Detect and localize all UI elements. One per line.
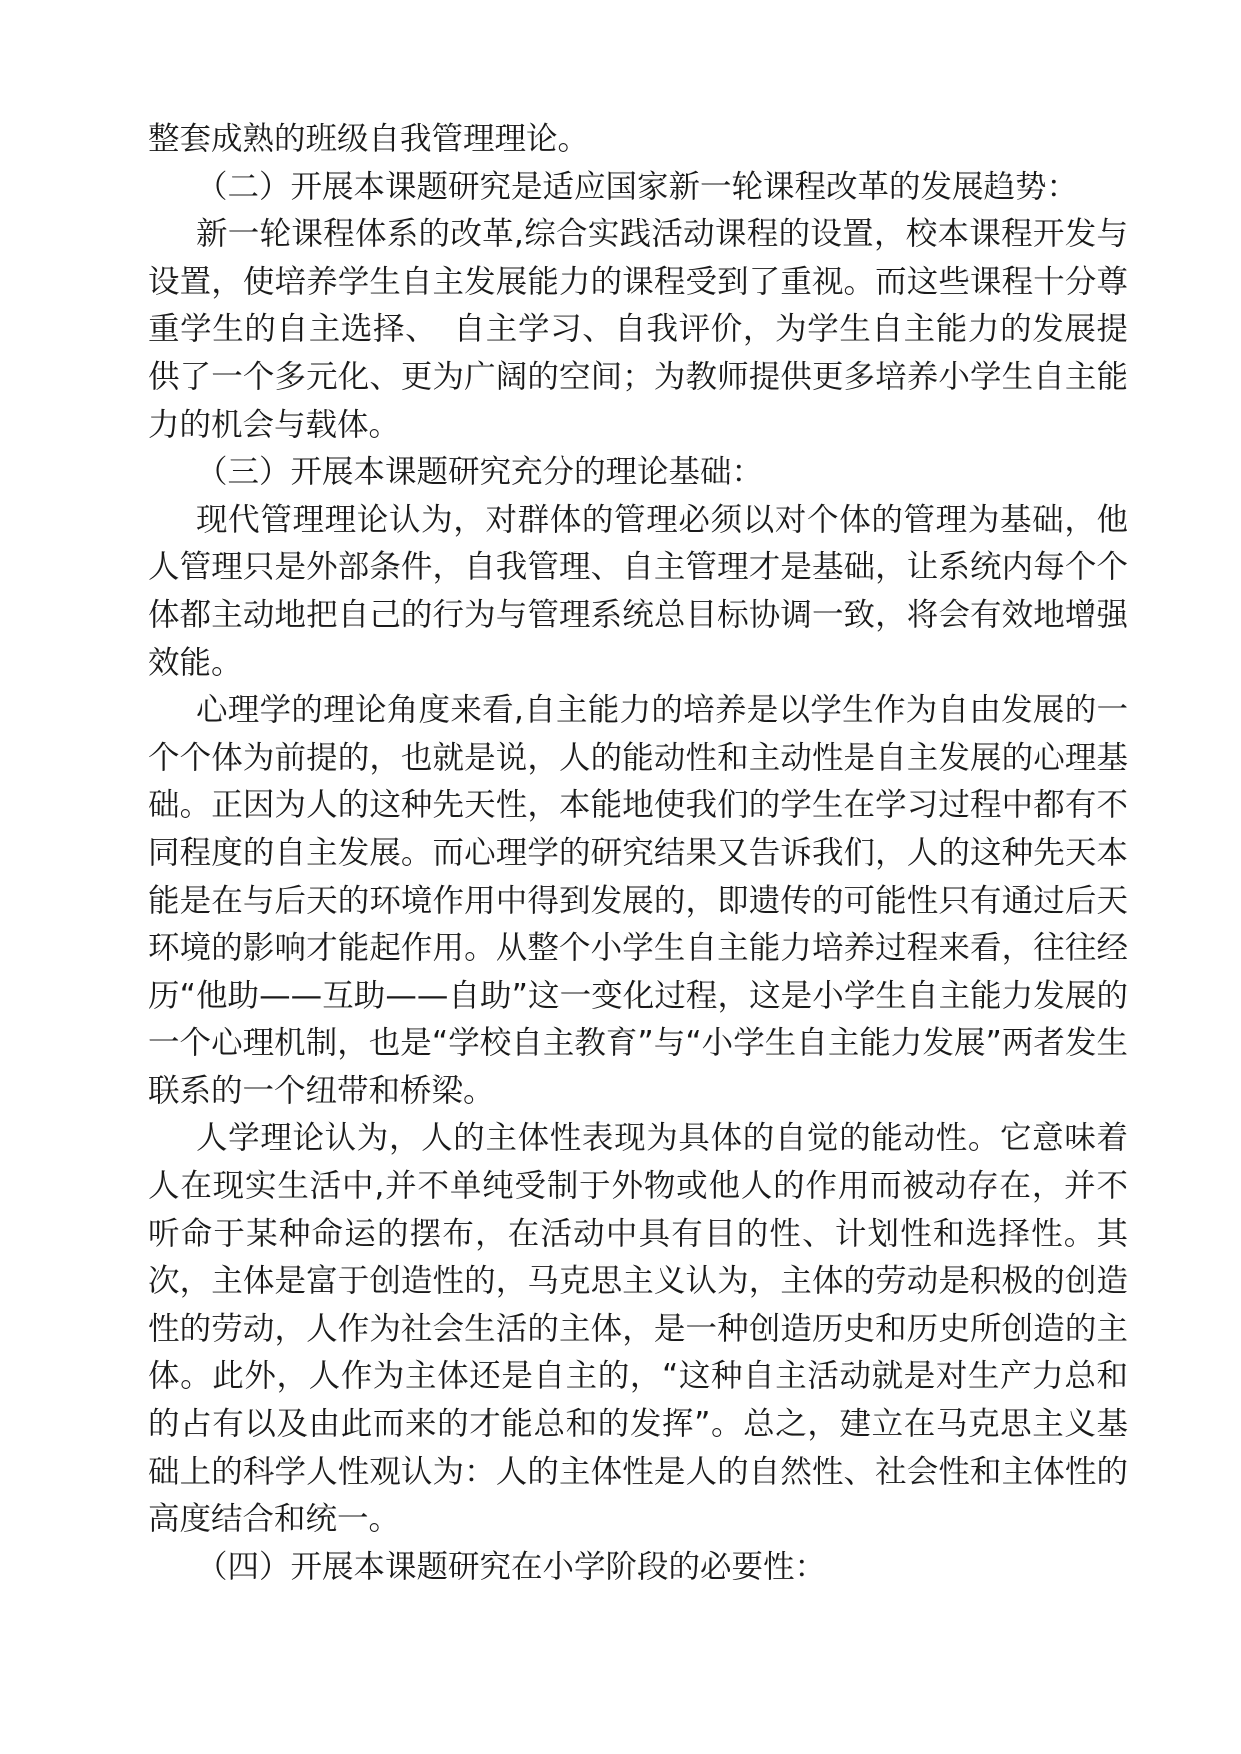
paragraph-management-theory: 现代管理理论认为，对群体的管理必须以对个体的管理为基础，他人管理只是外部条件，自我管理、自主管理才是基础，让系统内每个个体都主动地把自己的行为与管理系统总目标协调一致，将会有效地增强效能。 xyxy=(148,501,1128,681)
document-page xyxy=(148,116,1128,1591)
section-heading-2: （二）开展本课题研究是适应国家新一轮课程改革的发展趋势： xyxy=(196,168,1079,205)
section-heading-4: （四）开展本课题研究在小学阶段的必要性： xyxy=(196,1548,827,1585)
section-heading-3: （三）开展本课题研究充分的理论基础： xyxy=(196,454,764,491)
paragraph-psychology-theory: 心理学的理论角度来看,自主能力的培养是以学生作为自由发展的一个个体为前提的，也就是说，人的能动性和主动性是自主发展的心理基础。正因为人的这种先天性，本能地使我们的学生在学习过程中都有不同程度的自主发展。而心理学的研究结果又告诉我们，人的这种先天本能是在与后天的环境作用中得到发展的，即遗传的可能性只有通过后天环境的影响才能起作用。从整个小学生自主能力培养过程来看，往往经历“他助——互助——自助”这一变化过程，这是小学生自主能力发展的一个心理机制，也是“学校自主教育”与“小学生自主能力发展”两者发生联系的一个纽带和桥梁。 xyxy=(148,692,1128,1109)
paragraph-human-theory: 人学理论认为，人的主体性表现为具体的自觉的能动性。它意味着人在现实生活中,并不单纯受制于外物或他人的作用而被动存在，并不听命于某种命运的摆布，在活动中具有目的性、计划性和选择性。其次，主体是富于创造性的，马克思主义认为，主体的劳动是积极的创造性的劳动，人作为社会生活的主体，是一种创造历史和历史所创造的主体。此外，人作为主体还是自主的，“这种自主活动就是对生产力总和的占有以及由此而来的才能总和的发挥”。总之，建立在马克思主义基础上的科学人性观认为：人的主体性是人的自然性、社会性和主体性的高度结合和统一。 xyxy=(148,1120,1128,1538)
paragraph-continuation: 整套成熟的班级自我管理理论。 xyxy=(148,121,590,157)
paragraph-curriculum-reform: 新一轮课程体系的改革,综合实践活动课程的设置，校本课程开发与设置，使培养学生自主发展能力的课程受到了重视。而这些课程十分尊重学生的自主选择、 自主学习、自我评价，为学生自主能力的发展提供了一个多元化、更为广阔的空间；为教师提供更多培养小学生自主能力的机会与载体。 xyxy=(148,216,1128,443)
